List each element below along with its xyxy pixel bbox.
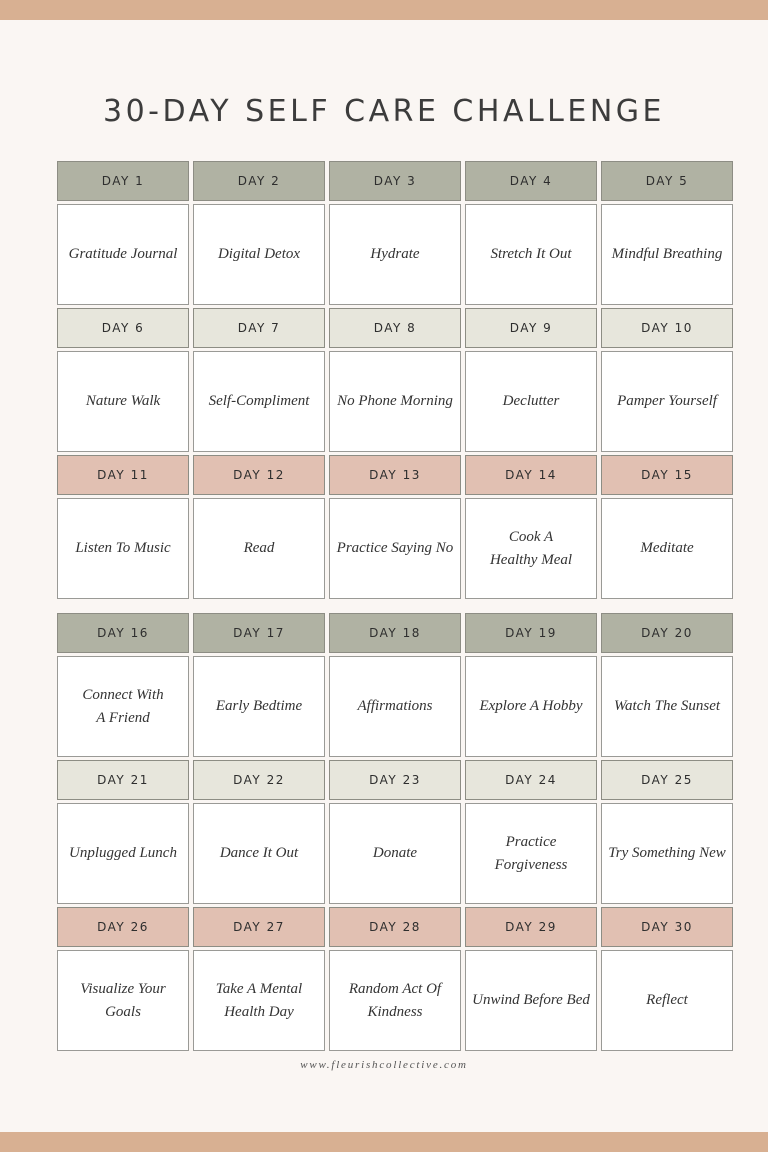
- day-activity: Declutter: [465, 351, 597, 452]
- day-header: DAY 8: [329, 308, 461, 348]
- day-activity: Listen To Music: [57, 498, 189, 599]
- bottom-accent-band: [0, 1132, 768, 1152]
- day-activity: No Phone Morning: [329, 351, 461, 452]
- day-activity: Pamper Yourself: [601, 351, 733, 452]
- day-activity: Visualize Your Goals: [57, 950, 189, 1051]
- day-header: DAY 12: [193, 455, 325, 495]
- day-header: DAY 24: [465, 760, 597, 800]
- day-header: DAY 13: [329, 455, 461, 495]
- day-activity: Stretch It Out: [465, 204, 597, 305]
- day-header: DAY 25: [601, 760, 733, 800]
- day-activity: Practice Saying No: [329, 498, 461, 599]
- day-header: DAY 16: [57, 613, 189, 653]
- day-activity: Unplugged Lunch: [57, 803, 189, 904]
- day-activity: Practice Forgiveness: [465, 803, 597, 904]
- day-header: DAY 5: [601, 161, 733, 201]
- day-activity: Explore A Hobby: [465, 656, 597, 757]
- day-header: DAY 4: [465, 161, 597, 201]
- day-header: DAY 11: [57, 455, 189, 495]
- day-header: DAY 29: [465, 907, 597, 947]
- day-activity: Nature Walk: [57, 351, 189, 452]
- day-header: DAY 20: [601, 613, 733, 653]
- day-activity: Gratitude Journal: [57, 204, 189, 305]
- day-activity: Cook A Healthy Meal: [465, 498, 597, 599]
- day-activity: Random Act Of Kindness: [329, 950, 461, 1051]
- day-header: DAY 19: [465, 613, 597, 653]
- day-activity: Digital Detox: [193, 204, 325, 305]
- day-header: DAY 17: [193, 613, 325, 653]
- day-header: DAY 18: [329, 613, 461, 653]
- website-url: www.fleurishcollective.com: [300, 1059, 468, 1071]
- day-activity: Donate: [329, 803, 461, 904]
- day-header: DAY 23: [329, 760, 461, 800]
- day-activity: Meditate: [601, 498, 733, 599]
- calendar-grid-days-16-30: [57, 613, 733, 1051]
- day-activity: Try Something New: [601, 803, 733, 904]
- day-activity: Read: [193, 498, 325, 599]
- day-header: DAY 14: [465, 455, 597, 495]
- day-header: DAY 9: [465, 308, 597, 348]
- day-activity: Unwind Before Bed: [465, 950, 597, 1051]
- day-header: DAY 21: [57, 760, 189, 800]
- day-activity: Self-Compliment: [193, 351, 325, 452]
- day-activity: Mindful Breathing: [601, 204, 733, 305]
- day-header: DAY 10: [601, 308, 733, 348]
- day-activity: Take A Mental Health Day: [193, 950, 325, 1051]
- day-activity: Connect With A Friend: [57, 656, 189, 757]
- day-activity: Dance It Out: [193, 803, 325, 904]
- day-activity: Reflect: [601, 950, 733, 1051]
- day-header: DAY 15: [601, 455, 733, 495]
- day-activity: Early Bedtime: [193, 656, 325, 757]
- page-title: 30-DAY SELF CARE CHALLENGE: [103, 94, 665, 129]
- day-header: DAY 7: [193, 308, 325, 348]
- day-header: DAY 2: [193, 161, 325, 201]
- day-header: DAY 22: [193, 760, 325, 800]
- day-header: DAY 27: [193, 907, 325, 947]
- day-header: DAY 30: [601, 907, 733, 947]
- day-header: DAY 26: [57, 907, 189, 947]
- day-header: DAY 3: [329, 161, 461, 201]
- day-activity: Hydrate: [329, 204, 461, 305]
- calendar-grid-days-1-15: [57, 161, 733, 599]
- day-header: DAY 6: [57, 308, 189, 348]
- day-header: DAY 1: [57, 161, 189, 201]
- day-header: DAY 28: [329, 907, 461, 947]
- day-activity: Affirmations: [329, 656, 461, 757]
- day-activity: Watch The Sunset: [601, 656, 733, 757]
- top-accent-band: [0, 0, 768, 20]
